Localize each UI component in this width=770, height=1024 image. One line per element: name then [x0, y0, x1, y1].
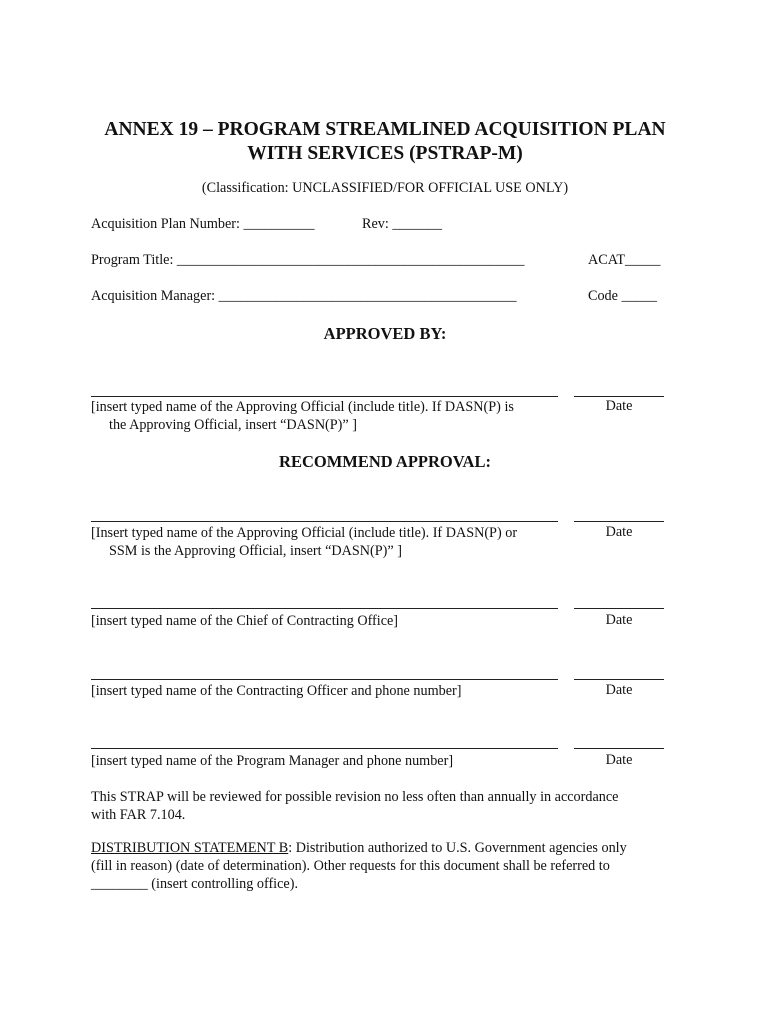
review-note-line-1: This STRAP will be reviewed for possible revision no less often than annually in accordance — [91, 789, 619, 805]
date-label: Date — [605, 398, 633, 414]
signature-caption — [91, 752, 566, 770]
signature-caption-line-1: [insert typed name of the Contracting Officer and phone number] — [91, 683, 462, 699]
signature-line — [91, 679, 558, 680]
classification-line: (Classification: UNCLASSIFIED/FOR OFFICIAL USE ONLY) — [201, 180, 569, 196]
signature-caption-line-2: the Approving Official, insert “DASN(P)” ] — [109, 417, 357, 433]
date-line — [574, 608, 664, 609]
signature-caption-line-1: [insert typed name of the Program Manager and phone number] — [91, 753, 454, 769]
signature-line — [91, 608, 558, 609]
date-label: Date — [605, 682, 633, 698]
recommend-approval-heading: RECOMMEND APPROVAL: — [279, 452, 491, 471]
signature-caption — [91, 612, 566, 630]
review-note — [91, 788, 681, 824]
rev-field: Rev: _______ — [362, 216, 442, 232]
signature-caption-line-1: [insert typed name of the Approving Official (include title). If DASN(P) is — [91, 399, 514, 415]
signature-caption — [91, 398, 566, 434]
signature-caption — [91, 682, 566, 700]
plan-number-field: Acquisition Plan Number: __________ — [91, 216, 315, 232]
date-line — [574, 521, 664, 522]
distribution-line-3: ________ (insert controlling office). — [91, 876, 298, 892]
date-line — [574, 396, 664, 397]
title-line-1: ANNEX 19 – PROGRAM STREAMLINED ACQUISITION PLAN — [104, 119, 666, 140]
review-note-line-2: with FAR 7.104. — [91, 807, 186, 823]
signature-caption — [91, 524, 566, 560]
program-title-field: Program Title: _________________________________________________ — [91, 252, 525, 268]
title-line-2: WITH SERVICES (PSTRAP-M) — [247, 143, 523, 164]
signature-caption-line-2: SSM is the Approving Official, insert “DASN(P)” ] — [109, 543, 402, 559]
date-line — [574, 748, 664, 749]
acquisition-manager-field: Acquisition Manager: __________________________________________ — [91, 288, 517, 304]
distribution-line-1: : Distribution authorized to U.S. Government agencies only — [288, 840, 627, 856]
signature-caption-line-1: [Insert typed name of the Approving Official (include title). If DASN(P) or — [91, 525, 518, 541]
distribution-statement — [91, 839, 681, 893]
document-title — [60, 118, 710, 166]
approved-by-heading: APPROVED BY: — [323, 324, 447, 343]
date-line — [574, 679, 664, 680]
acat-field: ACAT_____ — [588, 252, 661, 268]
signature-line — [91, 748, 558, 749]
distribution-label: DISTRIBUTION STATEMENT B — [91, 840, 289, 856]
code-field: Code _____ — [588, 288, 657, 304]
signature-line — [91, 396, 558, 397]
signature-caption-line-1: [insert typed name of the Chief of Contracting Office] — [91, 613, 399, 629]
signature-line — [91, 521, 558, 522]
date-label: Date — [605, 612, 633, 628]
distribution-line-2: (fill in reason) (date of determination). Other requests for this document shall be referred to — [91, 858, 610, 874]
date-label: Date — [605, 752, 633, 768]
date-label: Date — [605, 524, 633, 540]
